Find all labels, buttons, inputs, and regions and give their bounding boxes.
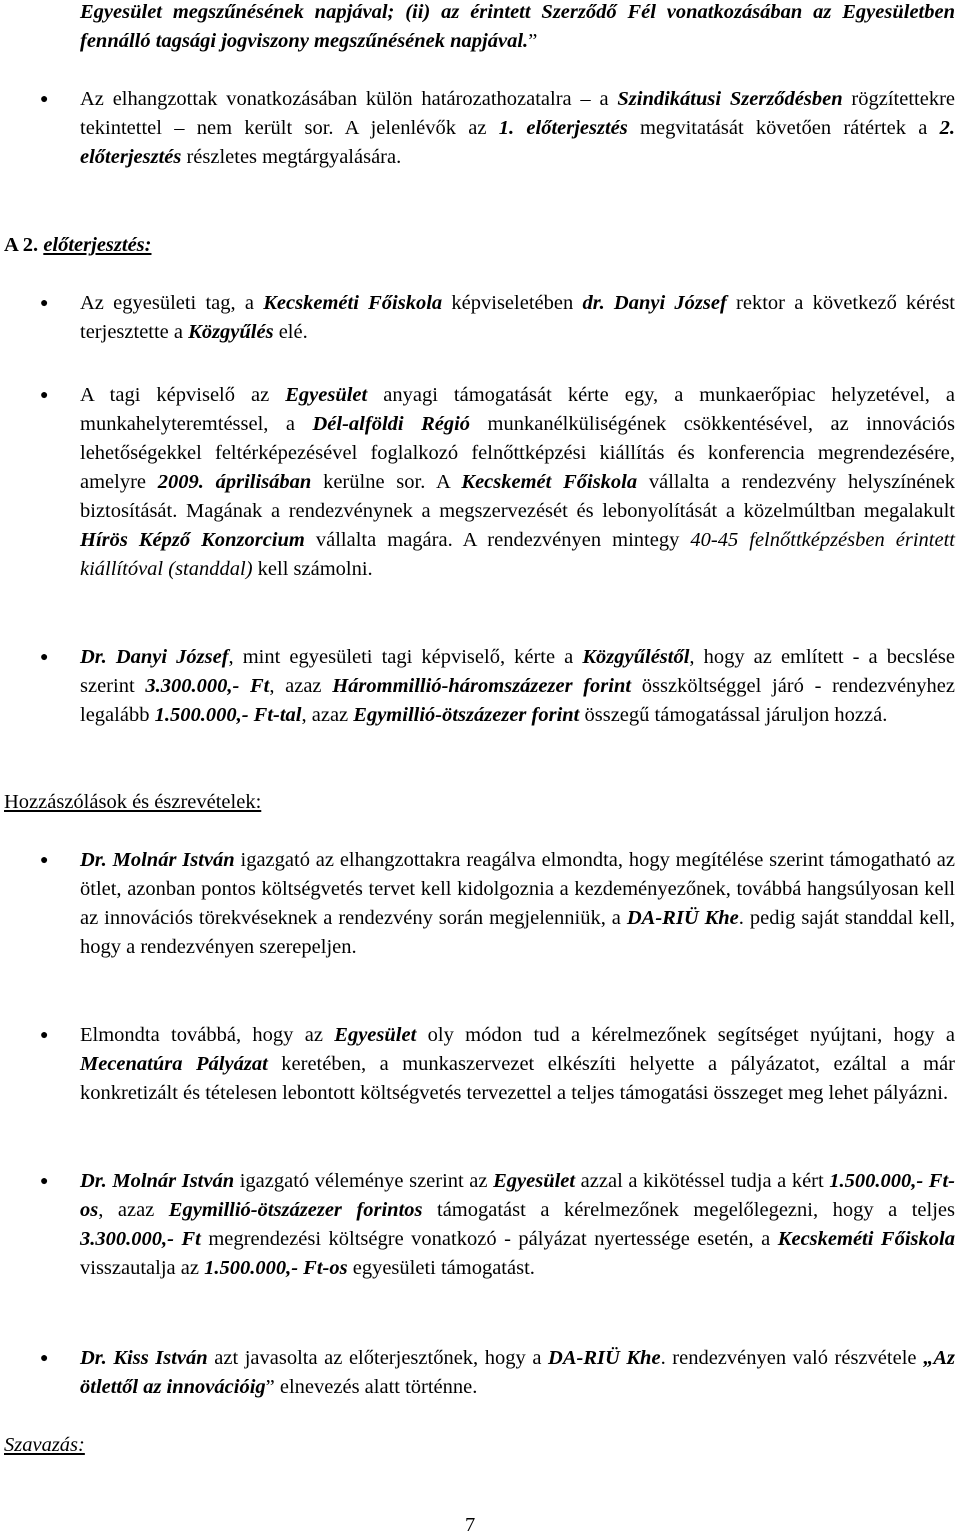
text: azzal a kikötéssel tudja a kért bbox=[575, 1170, 830, 1192]
text: , hogy az említett - a becslése szerint bbox=[80, 646, 955, 697]
paragraph-5 bbox=[80, 846, 955, 962]
text: Elmondta továbbá, hogy az bbox=[80, 1024, 335, 1046]
paragraph-8 bbox=[80, 1344, 955, 1402]
paragraph-3 bbox=[80, 381, 955, 584]
text-bold-italic: 3.300.000,- Ft bbox=[80, 1228, 201, 1250]
text: A 2. bbox=[4, 234, 44, 256]
text: képviseletében bbox=[442, 292, 583, 314]
text-bold-italic: „Az ötlettől az innovációig bbox=[80, 1347, 955, 1398]
text: igazgató véleménye szerint az bbox=[234, 1170, 494, 1192]
text-bold-italic: 2009. áprilisában bbox=[157, 471, 312, 493]
text: részletes megtárgyalására. bbox=[181, 146, 402, 168]
text-bold-italic: DA-RIÜ Khe bbox=[548, 1347, 661, 1369]
text: , mint egyesületi tagi képviselő, kérte a bbox=[228, 646, 583, 668]
text: összegű támogatással járuljon hozzá. bbox=[579, 704, 888, 726]
bullet-icon: ● bbox=[40, 1174, 49, 1189]
text: azt javasolta az előterjesztőnek, hogy a bbox=[207, 1347, 549, 1369]
text: megvitatását követően rátértek a bbox=[627, 117, 940, 139]
paragraph-1 bbox=[80, 85, 955, 172]
text: munkanélküliségének csökkentésével, az innovációs lehetőségekkel feltérképezésével foglalkozó felnőttképzési kiállítás és konferencia megrendezésére, amelyre bbox=[80, 413, 955, 493]
text-bold-italic: 3.300.000,- Ft bbox=[145, 675, 270, 697]
text-bold-italic: Egyesület bbox=[334, 1024, 417, 1046]
text-bold-italic: Hárommillió-háromszázezer forint bbox=[332, 675, 632, 697]
section-heading-a2 bbox=[4, 231, 151, 260]
text: rektor a következő kérést terjesztette a bbox=[80, 292, 956, 343]
text: rögzítettekre tekintettel – nem került sor. A jelenlévők az bbox=[80, 88, 955, 139]
text-bold-italic: Egyesület bbox=[493, 1170, 576, 1192]
text-bold-italic: Mecenatúra Pályázat bbox=[80, 1053, 268, 1075]
text-bold-italic: Kecskeméti Főiskola bbox=[263, 292, 443, 314]
text: támogatást a kérelmezőnek megelőlegezni, hogy a teljes bbox=[422, 1199, 955, 1221]
text: Az egyesületi tag, a bbox=[80, 292, 264, 314]
section-heading-comments: Hozzászólások és észrevételek: bbox=[4, 791, 262, 813]
bullet-icon: ● bbox=[40, 650, 49, 665]
paragraph-4 bbox=[80, 643, 955, 730]
text-bold-italic: 1.500.000,- Ft-os bbox=[80, 1170, 956, 1221]
bullet-icon: ● bbox=[40, 296, 49, 311]
text: keretében, a munkaszervezet elkészíti helyette a pályázatot, ezáltal a már konkretizált és tételesen lebontott költségvetés tervezettel a teljes támogatási összeget meg lehet pályázni. bbox=[80, 1053, 955, 1104]
text-italic: 40-45 felnőttképzésben érintett kiállítóval (standdal) bbox=[80, 529, 955, 580]
bullet-icon: ● bbox=[40, 853, 49, 868]
text: kerülne sor. A bbox=[311, 471, 462, 493]
text: , azaz bbox=[269, 675, 333, 697]
text-bold-italic: 1.500.000,- Ft-tal bbox=[154, 704, 302, 726]
text: anyagi támogatását kérte egy, a munkaerőpiac helyzetével, a munkahelyteremtéssel, a bbox=[80, 384, 955, 435]
bullet-icon: ● bbox=[40, 1028, 49, 1043]
text-bold-italic: Egymillió-ötszázezer forintos bbox=[168, 1199, 423, 1221]
text-bold-italic: dr. Danyi József bbox=[582, 292, 727, 314]
paragraph-6 bbox=[80, 1021, 955, 1108]
bullet-icon: ● bbox=[40, 1351, 49, 1366]
text-bold-italic-underline: előterjesztés: bbox=[43, 234, 152, 256]
text: , azaz bbox=[98, 1199, 169, 1221]
paragraph-2 bbox=[80, 289, 955, 347]
text-bold-italic: Dr. Molnár István bbox=[80, 849, 235, 871]
text: . rendezvényen való részvétele bbox=[660, 1347, 924, 1369]
text-bold-italic: Dr. Molnár István bbox=[80, 1170, 235, 1192]
text-bold-italic: Közgyűléstől bbox=[582, 646, 690, 668]
text-bold-italic: Kecskeméti Főiskola bbox=[777, 1228, 955, 1250]
text: ” elnevezés alatt történne. bbox=[265, 1376, 478, 1398]
paragraph-continuation bbox=[80, 0, 955, 56]
text-bold-italic: Egyesület megszűnésének napjával; (ii) az érintett Szerződő Fél vonatkozásában az Egyesületben fennálló tagsági jogviszony megszűnésének napjával. bbox=[80, 1, 955, 52]
text-bold-italic: Szindikátusi Szerződésben bbox=[617, 88, 843, 110]
text: egyesületi támogatást. bbox=[347, 1257, 535, 1279]
text: oly módon tud a kérelmezőnek segítséget nyújtani, hogy a bbox=[416, 1024, 955, 1046]
text-bold-italic: Dr. Danyi József bbox=[80, 646, 229, 668]
text-bold-italic: Egyesület bbox=[285, 384, 368, 406]
text: , azaz bbox=[301, 704, 354, 726]
text-bold-italic: Dr. Kiss István bbox=[80, 1347, 208, 1369]
text-bold-italic: 1.500.000,- Ft-os bbox=[204, 1257, 348, 1279]
bullet-icon: ● bbox=[40, 388, 49, 403]
text-bold-italic: 1. előterjesztés bbox=[498, 117, 628, 139]
text: megrendezési költségre vonatkozó - pályázat nyertessége esetén, a bbox=[200, 1228, 778, 1250]
text-italic-underline: Szavazás: bbox=[4, 1434, 85, 1456]
section-heading-voting bbox=[4, 1431, 85, 1460]
text: vállalta magára. A rendezvényen mintegy bbox=[304, 529, 691, 551]
paragraph-7 bbox=[80, 1167, 955, 1283]
text-bold-italic: 2. előterjesztés bbox=[80, 117, 955, 168]
text: kell számolni. bbox=[252, 558, 373, 580]
text-bold-italic: DA-RIÜ Khe bbox=[626, 907, 739, 929]
text: összköltséggel járó - rendezvényhez legalább bbox=[80, 675, 955, 726]
text: . pedig saját standdal kell, hogy a rendezvényen szerepeljen. bbox=[80, 907, 956, 958]
text: ” bbox=[528, 30, 538, 52]
text-bold-italic: Hírös Képző Konzorcium bbox=[80, 529, 305, 551]
text: vállalta a rendezvény helyszínének biztosítását. Magának a rendezvénynek a megszervezését és lebonyolítását a közelmúltban megalakult bbox=[80, 471, 956, 522]
text-bold-italic: Dél-alföldi Régió bbox=[312, 413, 471, 435]
text: igazgató az elhangzottakra reagálva elmondta, hogy megítélése szerint támogatható az ötlet, azonban pontos költségvetés tervet kell kidolgoznia a kezdeményezőnek, továbbá hangsúlyosan kell az innovációs törekvéseknek a rendezvény során megjelenniük, a bbox=[80, 849, 956, 929]
text: elé. bbox=[273, 321, 308, 343]
page-number: 7 bbox=[465, 1514, 476, 1536]
text: A tagi képviselő az bbox=[80, 384, 286, 406]
text: Az elhangzottak vonatkozásában külön határozathozatalra – a bbox=[80, 88, 618, 110]
text-bold-italic: Közgyűlés bbox=[188, 321, 274, 343]
bullet-icon: ● bbox=[40, 92, 49, 107]
text: visszautalja az bbox=[80, 1257, 205, 1279]
text-bold-italic: Kecskemét Főiskola bbox=[461, 471, 638, 493]
text-bold-italic: Egymillió-ötszázezer forint bbox=[353, 704, 580, 726]
